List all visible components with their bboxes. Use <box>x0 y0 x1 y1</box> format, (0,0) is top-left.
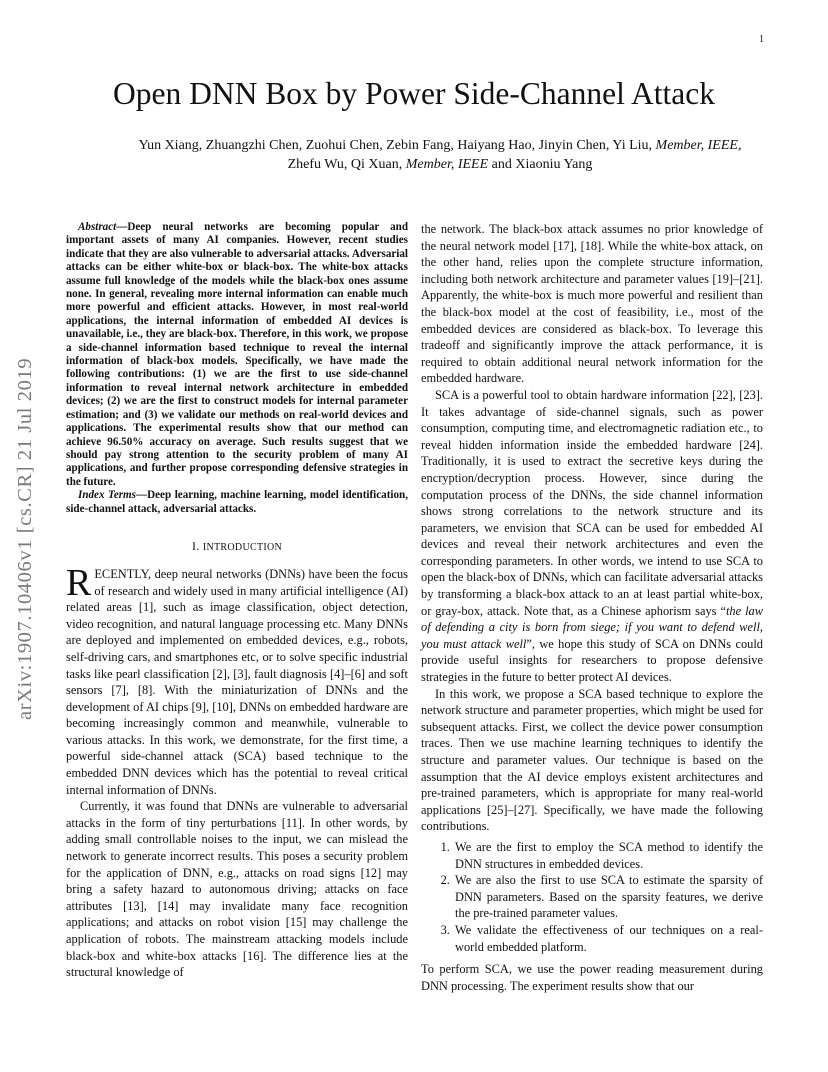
section-number: I. <box>191 538 200 553</box>
intro-paragraph-1 <box>66 561 408 798</box>
section-title: INTRODUCTION <box>202 541 283 553</box>
right-paragraph-2 <box>421 387 763 686</box>
abstract-label: Abstract <box>78 221 117 233</box>
author-list <box>130 136 750 174</box>
contribution-item: 3. We validate the effectiveness of our techniques on a real-world embedded platform. <box>453 922 763 955</box>
index-terms-label: Index Terms <box>78 489 137 502</box>
right-column <box>421 221 763 994</box>
section-heading <box>66 539 408 554</box>
authors-line1: Yun Xiang, Zhuangzhi Chen, Zuohui Chen, Zebin Fang, Haiyang Hao, Jinyin Chen, Yi Liu, <box>138 138 653 153</box>
drop-cap: R <box>66 561 92 604</box>
right-paragraph-1: the network. The black-box attack assumes no prior knowledge of the neural network model [17], [18]. While the white-box attack, on the other hand, relies upon the complete structure information, including both network architecture and parameter values [19]–[21]. Apparently, the white-box is much more powerful and resilient than the black-box model at the cost of feasibility, i.e., most of the embedded devices are considered as black-box. To leverage this tradeoff and significantly improve the attack performance, it is required to obtain additional neural network information for the embedded hardware. <box>421 222 763 386</box>
page-number: 1 <box>759 34 764 45</box>
left-column <box>66 221 408 981</box>
authors-line2: Zhefu Wu, Qi Xuan, <box>287 157 403 172</box>
contributions-list <box>421 839 763 955</box>
right-p2-b: ”, we hope this study of SCA on DNNs could provide useful insights for researchers to propose defensive strategies in the future to better protect AI devices. <box>421 636 764 685</box>
authors-role2: Member, IEEE <box>405 157 489 172</box>
paper-title: Open DNN Box by Power Side-Channel Attack <box>113 76 715 111</box>
index-terms <box>66 489 408 516</box>
aphorism-quote: the law of defending a city is born from siege; if you want to defend well, you must attack well <box>421 603 763 651</box>
authors-role1: Member, IEEE, <box>655 138 742 153</box>
index-terms-text: —Deep learning, machine learning, model identification, side-channel attack, adversarial attacks. <box>66 489 408 515</box>
right-body <box>421 221 763 994</box>
right-paragraph-4: To perform SCA, we use the power reading measurement during DNN processing. The experiment results show that our <box>421 962 763 993</box>
abstract <box>66 221 408 516</box>
contribution-item: 1. We are the first to employ the SCA method to identify the DNN structures in embedded devices. <box>453 839 763 872</box>
intro-p1-text: ECENTLY, deep neural networks (DNNs) have been the focus of research and widely used in many artificial intelligence (AI) related areas [1], such as image classification, object detection, video recognition, and natural language processing etc. Many DNNs are deployed and implemented on embedded devices, e.g., robots, self-driving cars, and smartphones etc, or to solve specific industrial tasks like pearl classification [2], [3], fault diagnosis [4]–[6] and soft sensors [7], [8]. With the miniaturization of DNNs and the development of AI chips [9], [10], DNNs on embedded hardware are becoming increasingly common and meanwhile, vulnerable to various attacks. In this work, we demonstrate, for the first time, a powerful side-channel attack (SCA) based technique to the embedded DNN devices which has the potential to reveal critical internal information of DNNs. <box>66 566 408 797</box>
right-p2-a: SCA is a powerful tool to obtain hardware information [22], [23]. It takes advantage of side-channel signals, such as power consumption, computing time, and electromagnetic radiation etc., to reveal hidden information inside the embedded hardware [24]. Traditionally, it is used to extract the secretive keys during the encryption/decryption process. However, since during the computation process of the DNNs, the side channel information shows strong correlations to the network structure and its parameters, we envision that SCA can be used for embedded AI devices and reveal their network architectures and even the corresponding parameters. In other words, we intend to use SCA to open the black-box of DNNs, which can facilitate adversarial attacks by transforming a black-box attack to an at least partial white-box, or gray-box, attack. Note that, as a Chinese aphorism says “ <box>421 387 763 618</box>
right-paragraph-3: In this work, we propose a SCA based technique to explore the network structure and parameter properties, which might be used for subsequent attacks. First, we collect the device power consumption traces. Then we use machine learning techniques to identify the structure and parameter values. Our technique is based on the assumption that the AI device employs existent architectures and pre-trained parameters, which is appropriate for many real-world applications [25]–[27]. Specifically, we have made the following contributions. <box>421 686 763 834</box>
intro-body <box>66 561 408 981</box>
contribution-item: 2. We are also the first to use SCA to estimate the sparsity of DNN parameters. Based on the sparsity features, we derive the pre-trained parameter values. <box>453 872 763 922</box>
abstract-text: —Deep neural networks are becoming popular and important assets of many AI companies. However, recent studies indicate that they are also vulnerable to adversarial attacks. Adversarial attacks can be either white-box or black-box. The white-box attacks assume full knowledge of the models while the black-box ones assume none. In general, revealing more internal information can enable much more powerful and efficient attacks. However, in most real-world applications, the internal information of embedded AI devices is unavailable, i.e., they are black-box. Therefore, in this work, we propose a side-channel information based technique to reveal the internal information of black-box models. Specifically, we have made the following contributions: (1) we are the first to use side-channel information to reveal internal network architecture in embedded devices; (2) we are the first to construct models for internal parameter estimation; and (3) we validate our methods on real-world devices and applications. The experimental results show that our method can achieve 96.50% accuracy on average. Such results suggest that we should pay strong attention to the security problem of many AI applications, and further propose corresponding defensive strategies in the future. <box>66 221 408 488</box>
arxiv-side-label: arXiv:1907.10406v1 [cs.CR] 21 Jul 2019 <box>14 357 36 720</box>
authors-line2-end: and Xiaoniu Yang <box>491 157 593 172</box>
intro-paragraph-2: Currently, it was found that DNNs are vulnerable to adversarial attacks in the form of tiny perturbations [11]. In other words, by adding small controllable noises to the input, we can mislead the network to generate incorrect results. This poses a security problem for the application of DNN, e.g., attacks on road signs [12] may bring a safety hazard to autonomous driving; attacks on face attributes [13], [14] may invalidate many face recognition applications; and attacks on robot vision [15] may challenge the application of robots. The mainstream attacking models include black-box and white-box attacks [16]. The difference lies at the structural knowledge of <box>66 799 408 980</box>
